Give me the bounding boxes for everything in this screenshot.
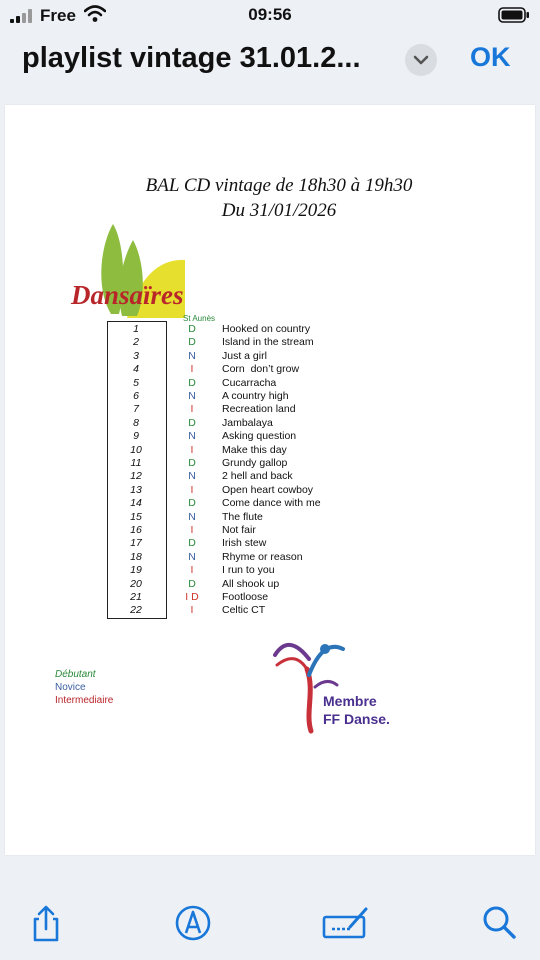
title-menu-button[interactable]: [405, 44, 437, 76]
track-title: I run to you: [222, 564, 275, 577]
document-heading: BAL CD vintage de 18h30 à 19h30: [145, 175, 413, 196]
track-level: D: [188, 537, 196, 550]
legend-item: Débutant: [55, 669, 96, 680]
track-number: 18: [130, 550, 142, 563]
track-level: N: [188, 510, 196, 523]
track-level: N: [188, 470, 196, 483]
track-level: I: [190, 363, 194, 376]
track-number: 12: [130, 470, 142, 483]
track-title: All shook up: [222, 577, 280, 590]
track-title: Irish stew: [222, 537, 267, 550]
track-number: 7: [133, 403, 139, 416]
track-number: 6: [133, 390, 139, 402]
track-level: D: [188, 457, 196, 469]
ffdanse-name-label: FF Danse.: [323, 711, 390, 727]
signature-button[interactable]: [322, 903, 370, 943]
track-title: Asking question: [222, 430, 297, 443]
track-number: 10: [130, 443, 142, 456]
track-number: 3: [133, 349, 139, 362]
track-number: 19: [130, 564, 142, 577]
track-number: 8: [133, 416, 139, 429]
document-date: Du 31/01/2026: [221, 200, 337, 221]
track-title: 2 hell and back: [222, 470, 293, 483]
track-title: Rhyme or reason: [222, 550, 303, 563]
track-level: I: [190, 403, 194, 416]
bottom-toolbar: [0, 895, 540, 960]
track-title: Grundy gallop: [222, 457, 288, 469]
track-level: I: [190, 443, 194, 456]
track-level: D: [188, 323, 196, 335]
carrier-name: Free: [40, 6, 76, 25]
track-level: I: [190, 524, 194, 536]
track-number: 15: [130, 510, 142, 523]
track-level: I: [190, 483, 194, 496]
clock: 09:56: [248, 5, 292, 24]
markup-button[interactable]: [173, 903, 213, 943]
track-level: N: [188, 430, 196, 443]
track-title: Not fair: [222, 524, 256, 536]
track-title: Hooked on country: [222, 323, 311, 335]
page-title: playlist vintage 31.01.2...: [22, 42, 361, 74]
track-number: 22: [130, 604, 142, 617]
share-button[interactable]: [26, 903, 66, 943]
track-level: I D: [185, 591, 199, 603]
track-number: 16: [130, 524, 142, 536]
track-title: Recreation land: [222, 403, 296, 416]
chevron-down-icon: [405, 44, 437, 76]
track-level: N: [188, 550, 196, 563]
track-number: 21: [130, 591, 142, 603]
track-title: Open heart cowboy: [222, 483, 314, 496]
track-title: Footloose: [222, 591, 269, 603]
track-number: 5: [133, 376, 139, 389]
track-title: Make this day: [222, 443, 287, 456]
legend-item: Novice: [55, 682, 86, 693]
track-level: D: [188, 577, 196, 590]
legend-item: Intermediaire: [55, 695, 114, 706]
track-number: 11: [130, 457, 142, 469]
dansaires-logo: [67, 218, 217, 324]
track-number: 4: [133, 363, 139, 376]
track-level: N: [188, 349, 196, 362]
battery-icon: [498, 7, 530, 23]
share-icon: [26, 903, 66, 943]
track-level: N: [188, 390, 196, 402]
track-level: D: [188, 376, 196, 389]
svg-text:Dansaïres: Dansaïres: [71, 280, 184, 310]
track-number: 14: [130, 497, 142, 510]
track-number: 2: [133, 336, 139, 349]
track-number: 9: [133, 430, 139, 443]
search-button[interactable]: [480, 903, 520, 943]
track-level: D: [188, 497, 196, 510]
track-title: Corn don’t grow: [222, 363, 300, 376]
track-level: D: [188, 336, 196, 349]
search-icon: [480, 903, 520, 943]
ok-button[interactable]: OK: [470, 42, 511, 72]
track-title: Come dance with me: [222, 497, 321, 510]
track-level: I: [190, 604, 194, 617]
track-number: 17: [130, 537, 142, 550]
track-number: 13: [130, 483, 142, 496]
signature-icon: [322, 903, 370, 943]
track-title: Just a girl: [222, 349, 267, 362]
track-number: 20: [130, 577, 142, 590]
track-title: The flute: [222, 510, 263, 523]
track-title: Island in the stream: [222, 336, 314, 349]
document-page[interactable]: [5, 105, 535, 855]
track-title: A country high: [222, 390, 289, 402]
status-bar: [0, 0, 540, 32]
track-level: I: [190, 564, 194, 577]
track-title: Jambalaya: [222, 416, 273, 429]
track-title: Celtic CT: [222, 604, 266, 617]
title-bar: [0, 32, 540, 92]
track-title: Cucarracha: [222, 376, 277, 389]
svg-text:St Aunès: St Aunès: [183, 314, 216, 323]
markup-icon: [173, 903, 213, 943]
ffdanse-member-label: Membre: [323, 693, 377, 709]
track-level: D: [188, 416, 196, 429]
track-number: 1: [133, 323, 139, 335]
